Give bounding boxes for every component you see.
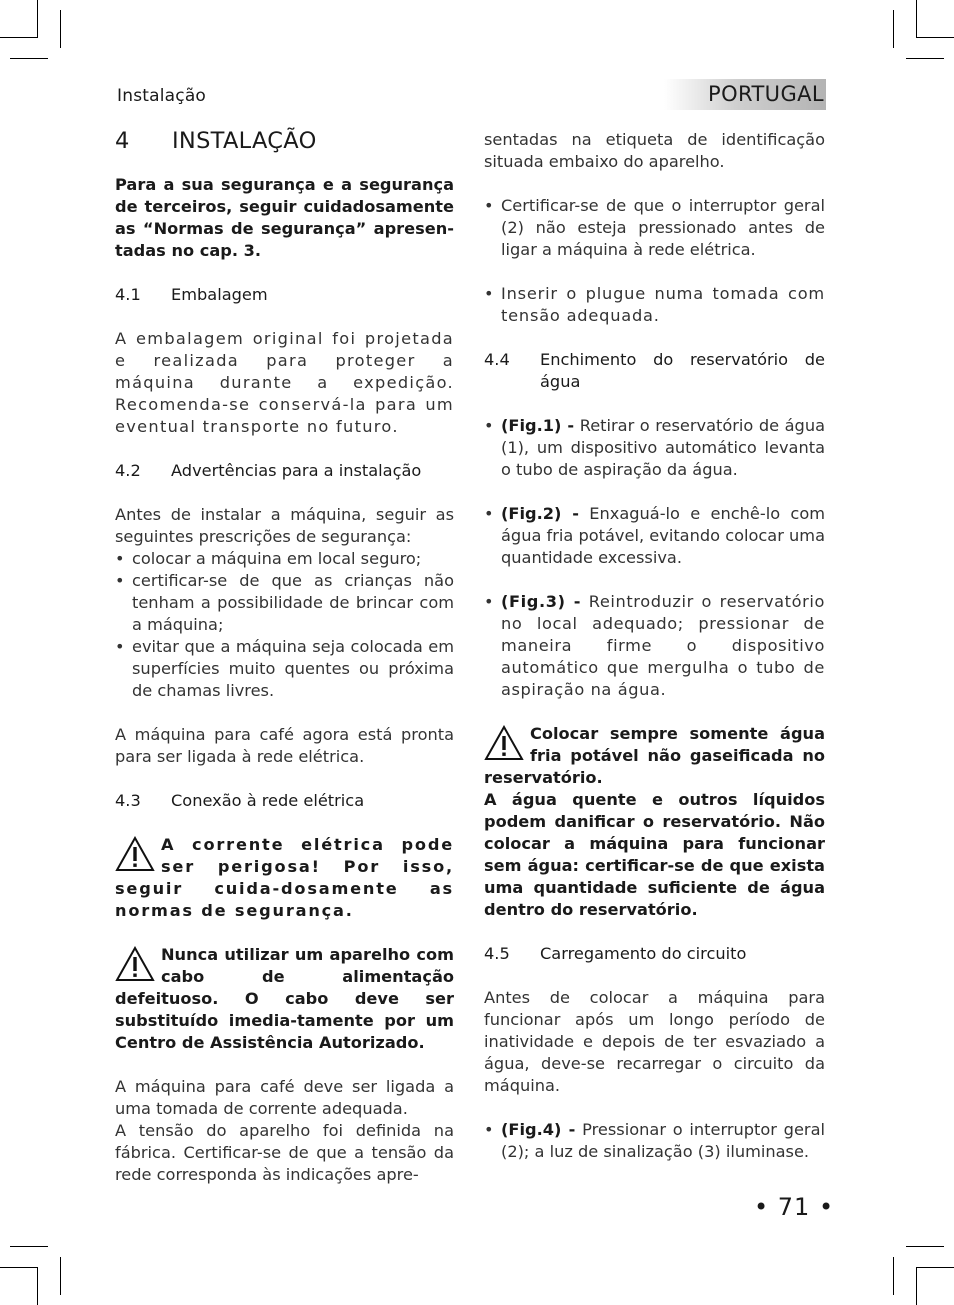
section-heading-4-1 [115,284,454,306]
crop-mark [893,1257,894,1295]
warning-triangle-icon [115,946,155,982]
list-item: • (Fig.3) - Reintroduzir o reservatório no local adequado; pressionar de maneira firme o dispositivo automático que mergulha o tubo de aspiração na água. [484,591,825,701]
connection-list [484,195,825,261]
crop-mark [0,1267,38,1268]
section-number: 4.3 [115,791,141,810]
list-item: • (Fig.2) - Enxaguá-lo e enchê-lo com água fria potável, evitando colocar uma quantidade excessiva. [484,503,825,569]
list-item: • certificar-se de que as crianças não tenham a possibilidade de brincar com a máquina; [115,570,454,636]
left-column [115,126,454,1186]
crop-mark [0,37,38,38]
list-item: • (Fig.4) - Pressionar o interruptor geral (2); a luz de sinalização (3) iluminase. [484,1119,825,1163]
crop-mark [10,1246,48,1247]
paragraph-continued: sentadas na etiqueta de identificação situada embaixo do aparelho. [484,130,825,171]
section-title: Conexão à rede elétrica [171,791,365,810]
section-title: Carregamento do circuito [540,944,747,963]
crop-mark [916,1267,917,1305]
plug-list [484,283,825,327]
crop-mark [906,58,944,59]
section-number: 4.4 [484,350,510,369]
crop-mark [916,0,917,38]
paragraph-warnings-intro: Antes de instalar a máquina, seguir as seguintes prescrições de segurança: [115,505,454,546]
list-item: • Inserir o plugue numa tomada com tensão adequada. [484,283,825,327]
warning-water-more: A água quente e outros líquidos podem danificar o reservatório. Não colocar a máquina para funcionar sem água: certificar-se de que exista uma quantidade suficiente de água dentro do reservatório. [484,790,825,919]
intro-paragraph: Para a sua segurança e a segurança de terceiros, seguir cuidadosamente as “Normas de segurança” apresen-tadas no cap. 3. [115,175,454,260]
section-heading-4-2 [115,460,454,482]
fig-label: (Fig.2) - [501,504,579,523]
paragraph-circuit: Antes de colocar a máquina para funcionar após um longo período de inatividade e depois de ter esvaziado a água, deve-se recarregar o circuito da máquina. [484,988,825,1095]
section-heading-4-4 [484,349,825,393]
section-title: Enchimento do reservatório de água [540,350,825,391]
right-column [484,129,825,1163]
section-heading-4-3 [115,790,454,812]
paragraph-socket: A máquina para café deve ser ligada a uma tomada de corrente adequada. [115,1077,454,1118]
crop-mark [906,1246,944,1247]
warning-triangle-icon [484,725,524,761]
section-title: Embalagem [171,285,268,304]
crop-mark [10,58,48,59]
crop-mark [916,37,954,38]
page-number: • 71 • [754,1193,835,1221]
running-header: Instalação [117,86,207,106]
section-number: 4.2 [115,461,141,480]
crop-mark [893,10,894,48]
list-item: • colocar a máquina em local seguro; [115,548,454,570]
warnings-list [115,548,454,702]
list-item: • Certificar-se de que o interruptor geral (2) não esteja pressionado antes de ligar a máquina à rede elétrica. [484,195,825,261]
crop-mark [916,1267,954,1268]
warning-triangle-icon [115,836,155,872]
paragraph-ready: A máquina para café agora está pronta para ser ligada à rede elétrica. [115,725,454,766]
section-heading-4-5 [484,943,825,965]
warning-water: Colocar sempre somente água fria potável não gaseificada no reservatório. [484,724,825,787]
chapter-number: 4 [115,128,130,154]
crop-mark [37,1267,38,1305]
section-number: 4.5 [484,944,510,963]
warning-electric: A corrente elétrica pode ser perigosa! Por isso, seguir cuida-dosamente as normas de segurança. [115,835,454,920]
crop-mark [60,1257,61,1295]
crop-mark [60,10,61,48]
crop-mark [37,0,38,38]
list-item: • evitar que a máquina seja colocada em superfícies muito quentes ou próxima de chamas livres. [115,636,454,702]
section-number: 4.1 [115,285,141,304]
paragraph-packaging: A embalagem original foi projetada e realizada para proteger a máquina durante a expedição. Recomenda-se conservá-la para um eventual transporte no futuro. [115,329,454,436]
section-title: Advertências para a instalação [171,461,422,480]
country-tab: PORTUGAL [664,79,826,110]
list-item: • (Fig.1) - Retirar o reservatório de água (1), um dispositivo automático levanta o tubo de aspiração da água. [484,415,825,481]
fig-label: (Fig.1) - [501,416,575,435]
fig-label: (Fig.3) - [501,592,582,611]
fig-steps-list [484,415,825,481]
paragraph-voltage: A tensão do aparelho foi definida na fábrica. Certificar-se de que a tensão da rede corresponda às indicações apre- [115,1121,454,1184]
fig-label: (Fig.4) - [501,1120,576,1139]
warning-cable: Nunca utilizar um aparelho com cabo de alimentação defeituoso. O cabo deve ser substituído imedia-tamente por um Centro de Assistência Autorizado. [115,945,454,1052]
chapter-heading [115,126,454,156]
chapter-title: INSTALAÇÃO [172,128,317,154]
